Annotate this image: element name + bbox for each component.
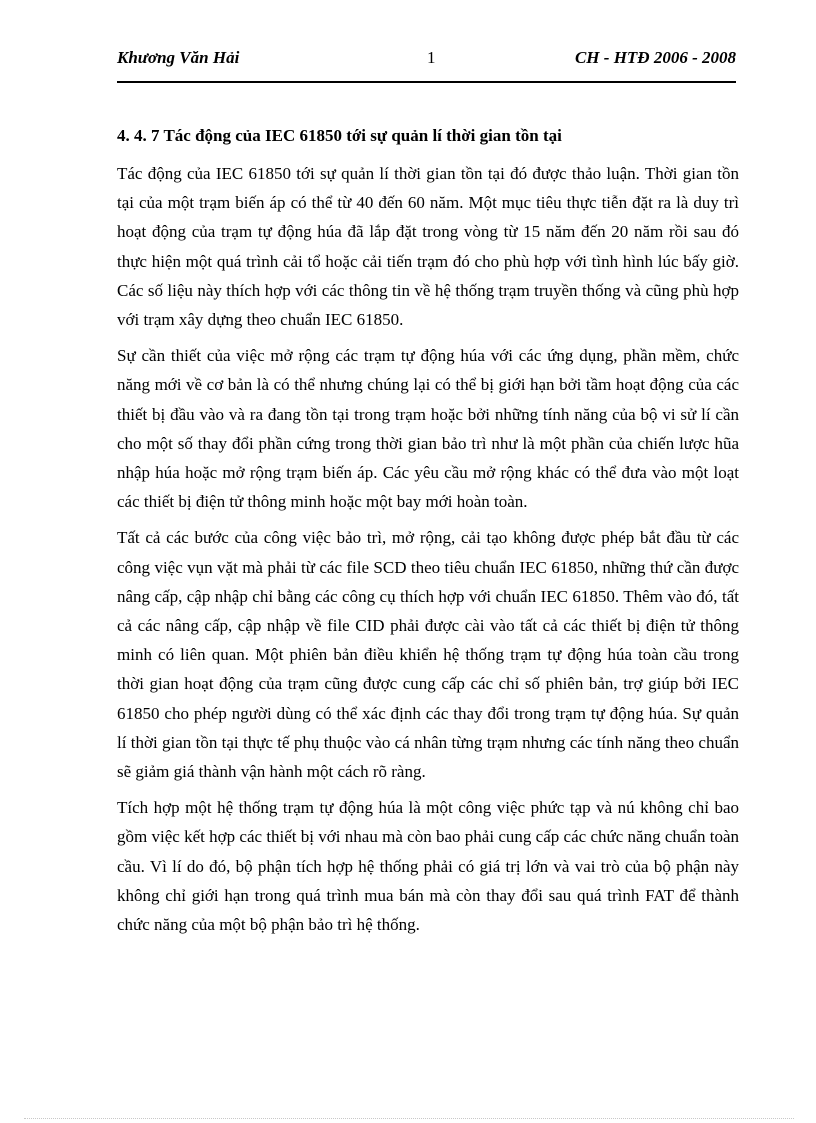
paragraph-1: Tác động của IEC 61850 tới sự quản lí thời gian tồn tại đó được thảo luận. Thời gian tồn tại của một trạm biến áp có thể từ 40 đến 60 năm. Một mục tiêu thực tiễn đặt ra là duy trì hoạt động của trạm tự động húa đã lắp đặt trong vòng từ 15 năm đến 20 năm rồi sau đó thực hiện một quá trình cải tổ hoặc cải tiến trạm đó cho phù hợp với tình hình lúc bấy giờ. Các số liệu này thích hợp với các thông tin về hệ thống trạm truyền thống và cũng phù hợp với trạm xây dựng theo chuẩn IEC 61850. [117, 164, 739, 330]
paragraph-3: Tất cả các bước của công việc bảo trì, mở rộng, cải tạo không được phép bắt đầu từ các công việc vụn vặt mà phải từ các file SCD theo tiêu chuẩn IEC 61850, những thứ cần được nâng cấp, cập nhập chỉ bằng các công cụ thích hợp với chuẩn IEC 61850. Thêm vào đó, tất cả các nâng cấp, cập nhập về file CID phải được cài vào tất cả các thiết bị điện tử thông minh có liên quan. Một phiên bản điều khiển hệ thống trạm tự động húa toàn cầu trong thời gian hoạt động của trạm cũng được cung cấp các chỉ số phiên bản, trợ giúp bởi IEC 61850 cho phép người dùng có thể xác định các thay đổi trong trạm tự động húa. Sự quản lí thời gian tồn tại thực tế phụ thuộc vào cá nhân từng trạm nhưng các tính năng theo chuẩn sẽ giảm giá thành vận hành một cách rõ ràng. [117, 528, 739, 782]
paragraph-4: Tích hợp một hệ thống trạm tự động húa là một công việc phức tạp và nú không chỉ bao gồm việc kết hợp các thiết bị với nhau mà còn bao phải cung cấp các chức năng chuẩn toàn cầu. Vì lí do đó, bộ phận tích hợp hệ thống phải có giá trị lớn và vai trò của bộ phận này không chỉ giới hạn trong quá trình mua bán mà còn thay đổi sau quá trình FAT để thành chức năng của một bộ phận bảo trì hệ thống. [117, 798, 739, 935]
document-body [117, 123, 739, 946]
header-course: CH - HTĐ 2006 - 2008 [574, 48, 736, 67]
header-author: Khương Văn Hải [117, 48, 240, 67]
header-page-number: 1 [427, 48, 436, 67]
page-bottom-border [24, 1118, 794, 1119]
header-divider [117, 81, 736, 83]
page-header [117, 48, 736, 72]
section-title: 4. 4. 7 Tác động của IEC 61850 tới sự quản lí thời gian tồn tại [117, 126, 562, 145]
paragraph-2: Sự cần thiết của việc mở rộng các trạm tự động húa với các ứng dụng, phần mềm, chức năng mới về cơ bản là có thể nhưng chúng lại có thể bị giới hạn bởi tầm hoạt động của các thiết bị đầu vào và ra đang tồn tại trong trạm hoặc bởi những tính năng của bộ vi sử lí cần cho một số thay đổi phần cứng trong thời gian bảo trì như là một phần của chiến lược hũa nhập húa hoặc mở rộng trạm biến áp. Các yêu cầu mở rộng khác có thể đưa vào một loạt các thiết bị điện tử thông minh hoặc một bay mới hoàn toàn. [117, 346, 739, 512]
